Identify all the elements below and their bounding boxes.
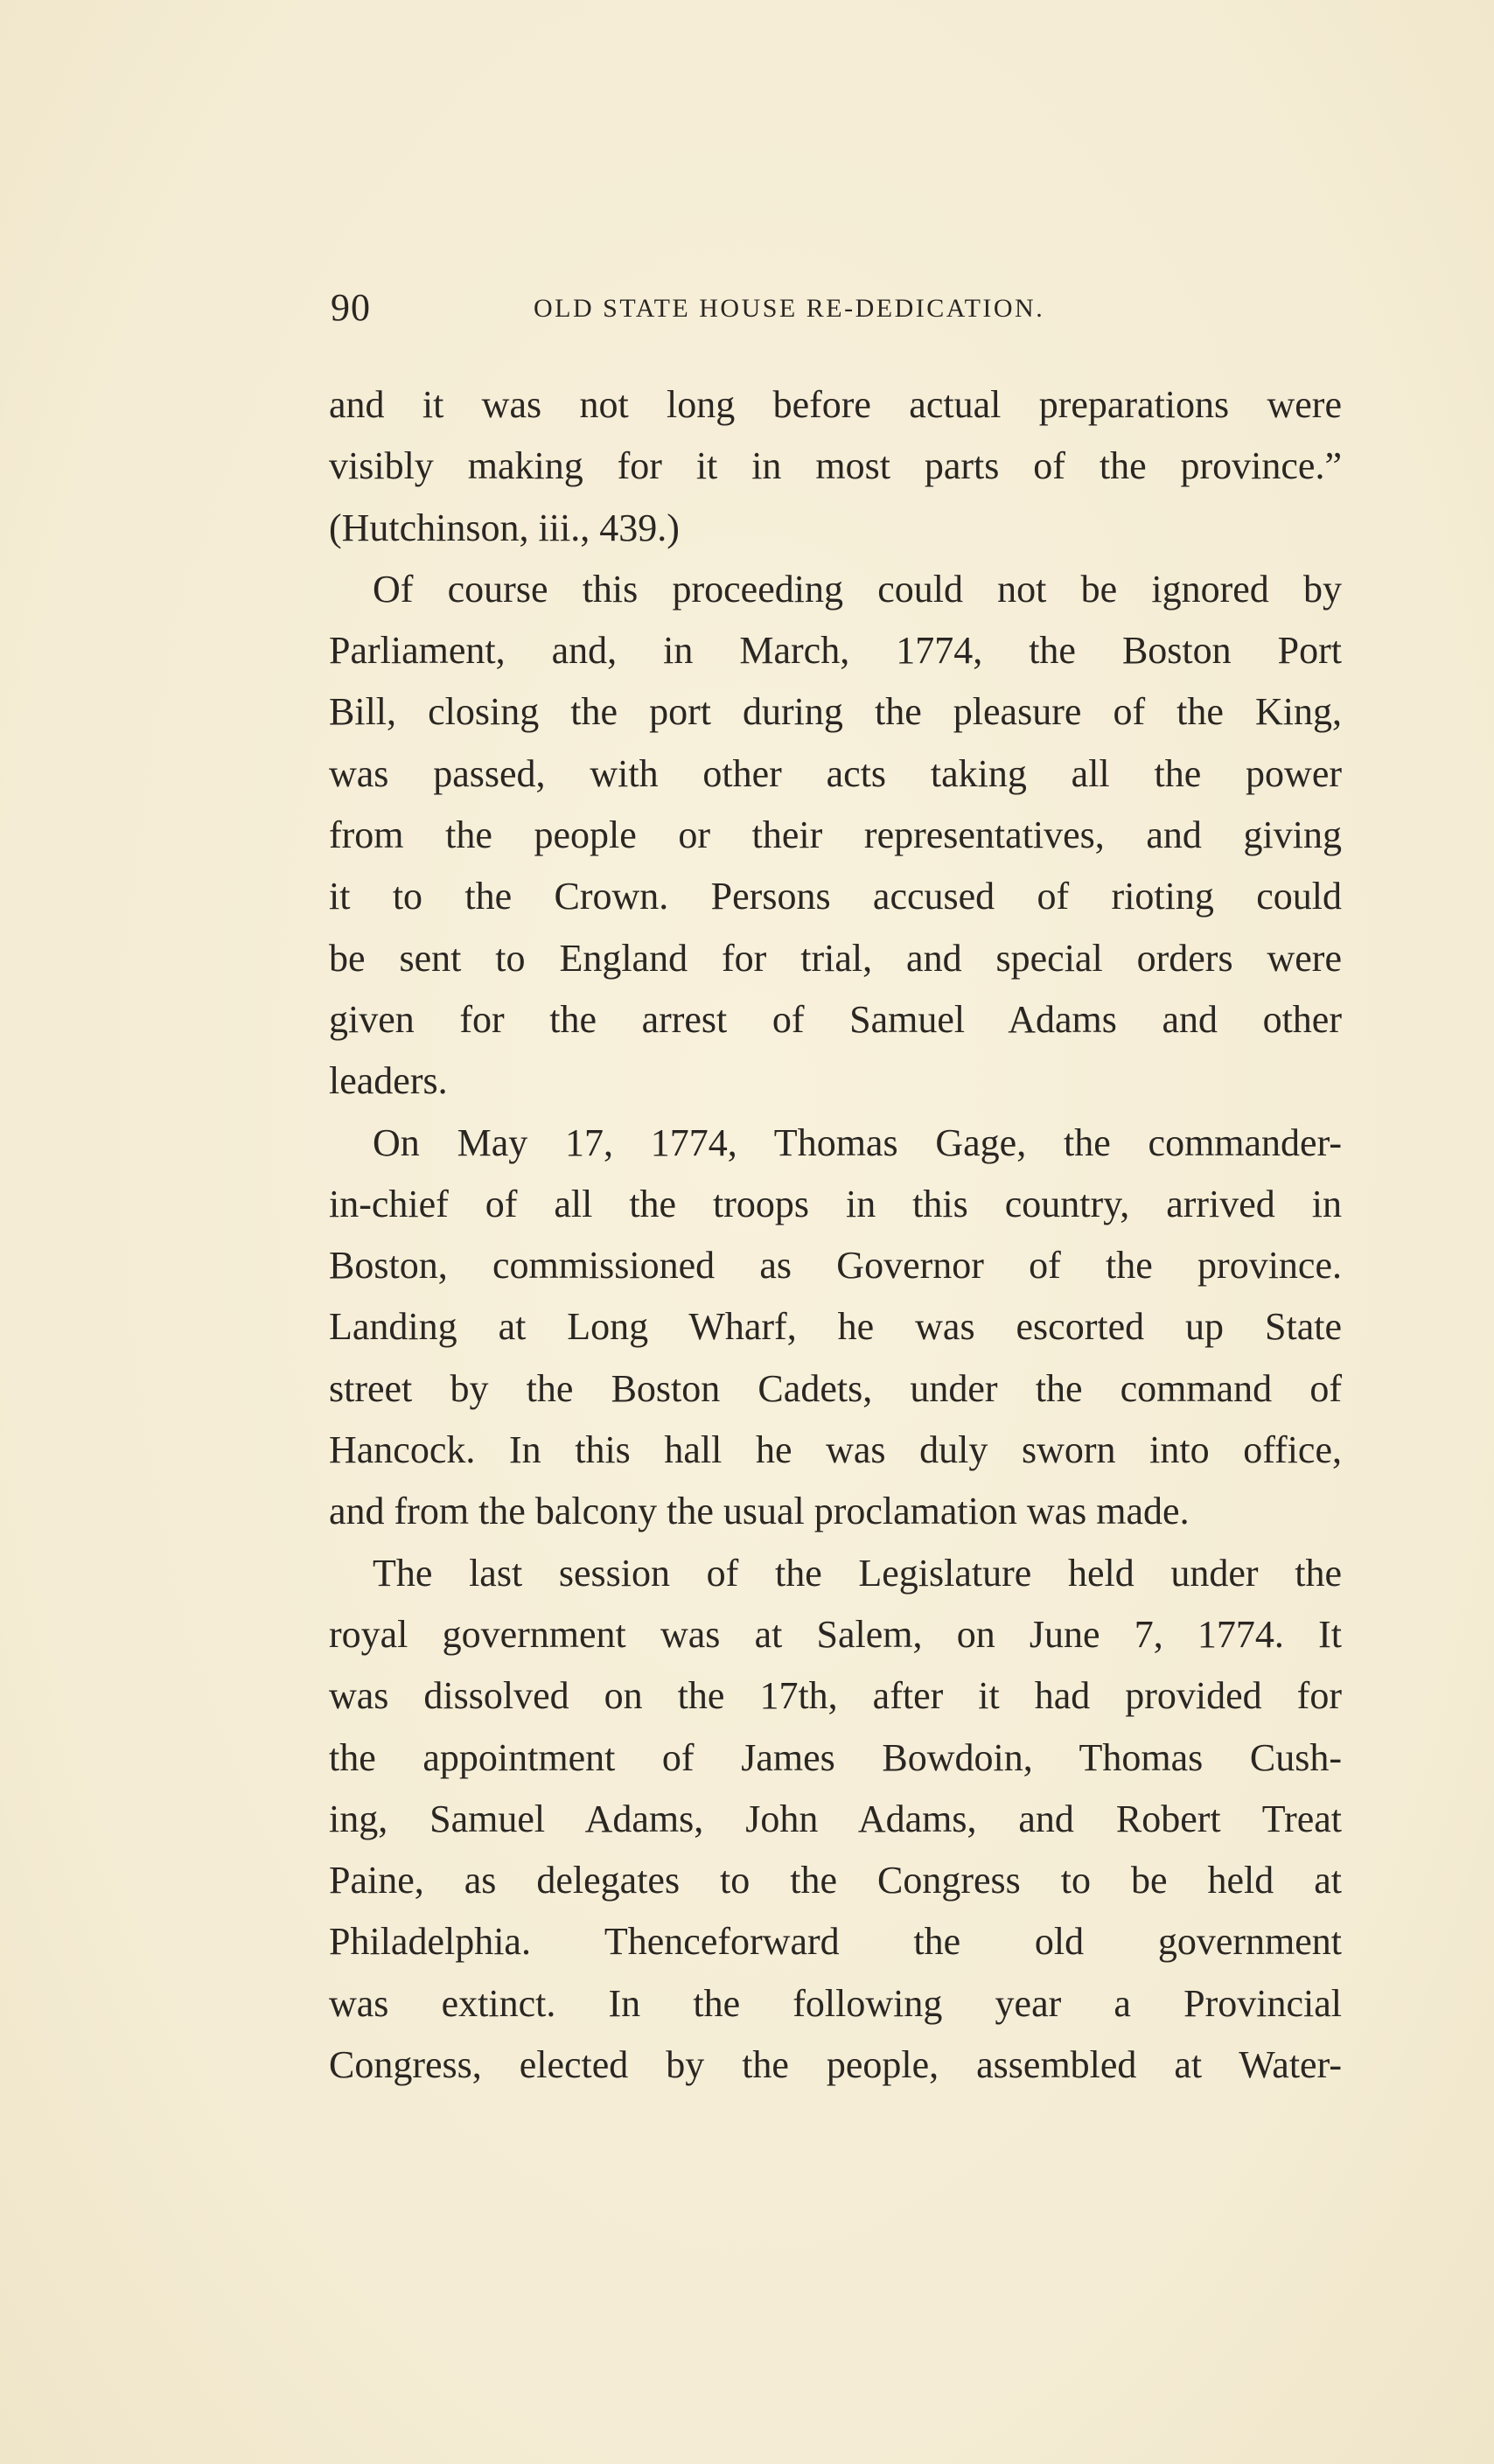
text-line: Of course this proceeding could not be ignored by xyxy=(373,567,1342,611)
text-line: from the people or their representatives, and giving xyxy=(329,813,1342,857)
text-line: in-chief of all the troops in this country, arrived in xyxy=(329,1182,1342,1225)
text-line: royal government was at Salem, on June 7, 1774. It xyxy=(329,1612,1342,1656)
text-line: Philadelphia. Thenceforward the old government xyxy=(329,1920,1342,1964)
text-line: street by the Boston Cadets, under the command of xyxy=(329,1366,1342,1410)
text-line: ing, Samuel Adams, John Adams, and Robert Treat xyxy=(329,1797,1342,1840)
text-line: Landing at Long Wharf, he was escorted up State xyxy=(329,1305,1342,1349)
body-text xyxy=(329,374,1342,2096)
text-line: (Hutchinson, iii., 439.) xyxy=(329,506,680,549)
text-line: Bill, closing the port during the pleasure of the King, xyxy=(329,690,1342,734)
text-line: be sent to England for trial, and special orders were xyxy=(329,936,1342,980)
text-line: was extinct. In the following year a Provincial xyxy=(329,1981,1342,2025)
page-header xyxy=(331,282,1338,334)
text-line: leaders. xyxy=(329,1059,448,1103)
text-line: given for the arrest of Samuel Adams and other xyxy=(329,997,1342,1041)
text-line: Boston, commissioned as Governor of the province. xyxy=(329,1244,1342,1288)
text-line: On May 17, 1774, Thomas Gage, the commander- xyxy=(373,1120,1342,1164)
text-line: the appointment of James Bowdoin, Thomas Cush- xyxy=(329,1735,1342,1779)
text-line: visibly making for it in most parts of the province.” xyxy=(329,444,1342,488)
page-number: 90 xyxy=(331,286,371,329)
text-line: was dissolved on the 17th, after it had provided for xyxy=(329,1674,1342,1718)
text-line: Congress, elected by the people, assembled at Water- xyxy=(329,2043,1342,2087)
text-line: and it was not long before actual preparations were xyxy=(329,383,1342,426)
text-line: it to the Crown. Persons accused of rioting could xyxy=(329,875,1342,918)
running-head: OLD STATE HOUSE RE-DEDICATION. xyxy=(534,294,1045,323)
text-line: The last session of the Legislature held under the xyxy=(373,1551,1342,1595)
text-line: Paine, as delegates to the Congress to be held at xyxy=(329,1859,1342,1902)
text-line: Hancock. In this hall he was duly sworn into office, xyxy=(329,1428,1342,1472)
text-line: was passed, with other acts taking all the power xyxy=(329,751,1342,795)
text-line: and from the balcony the usual proclamation was made. xyxy=(329,1490,1190,1533)
text-line: Parliament, and, in March, 1774, the Boston Port xyxy=(329,629,1342,673)
